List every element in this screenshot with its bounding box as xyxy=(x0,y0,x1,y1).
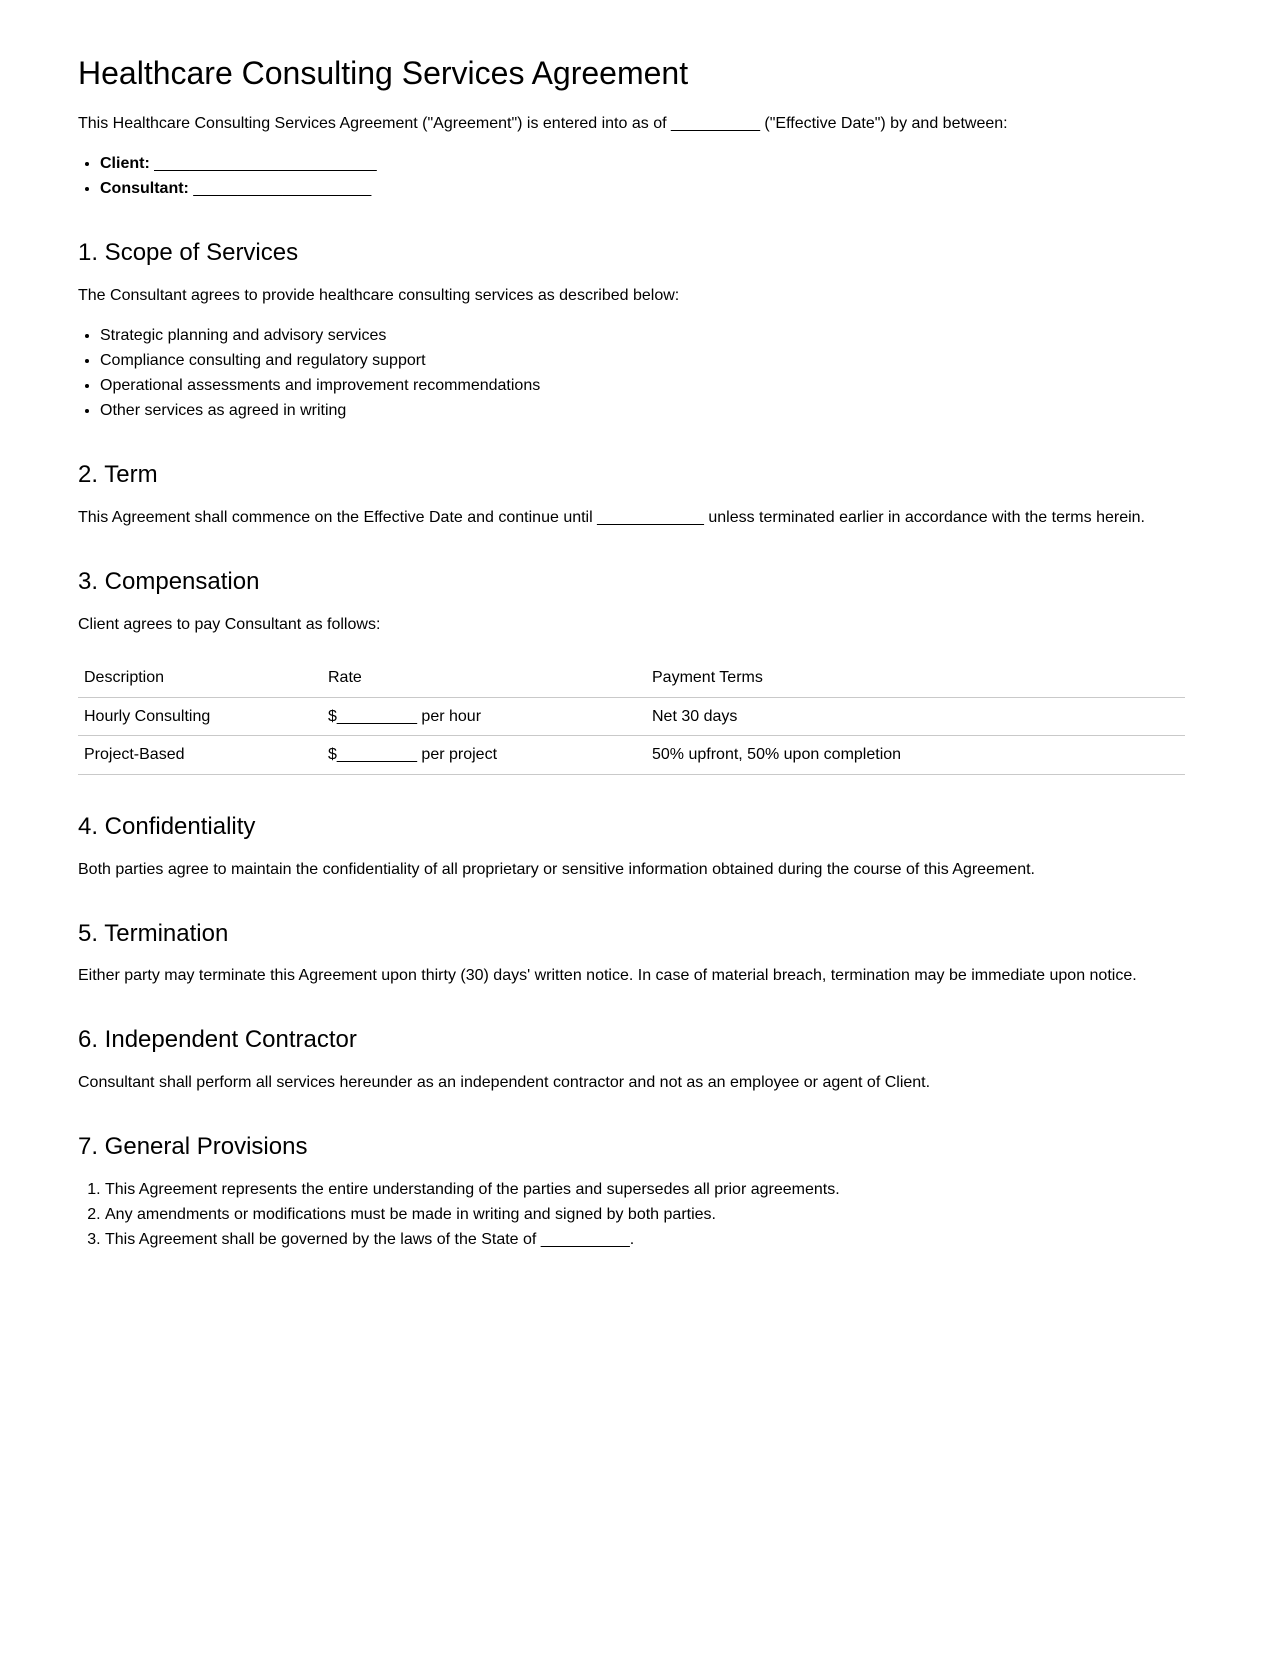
scope-item: • Operational assessments and improvement recommendations xyxy=(100,374,1185,399)
section-heading-compensation: 3. Compensation xyxy=(78,568,260,596)
compensation-paragraph: Client agrees to pay Consultant as follows: xyxy=(78,615,381,633)
scope-item: • Strategic planning and advisory services xyxy=(100,324,1185,349)
termination-paragraph: Either party may terminate this Agreement upon thirty (30) days' written notice. In case of material breach, termination may be immediate upon notice. xyxy=(78,967,1137,985)
general-provision-item: 1. This Agreement represents the entire understanding of the parties and supersedes all prior agreements. xyxy=(105,1178,1185,1203)
cell-rate: $_________ per project xyxy=(322,736,646,775)
general-provision-item: 3. This Agreement shall be governed by the laws of the State of __________. xyxy=(105,1228,1185,1253)
confidentiality-paragraph: Both parties agree to maintain the confidentiality of all proprietary or sensitive information obtained during the course of this Agreement. xyxy=(78,860,1035,878)
cell-description: Project-Based xyxy=(78,736,322,775)
consultant-label: Consultant: xyxy=(100,179,189,197)
intro-paragraph: This Healthcare Consulting Services Agreement ("Agreement") is entered into as of __________ ("Effective Date") by and between: xyxy=(78,114,1008,132)
section-heading-general-provisions: 7. General Provisions xyxy=(78,1133,308,1161)
document-title: Healthcare Consulting Services Agreement xyxy=(78,55,689,91)
table-row xyxy=(78,697,1185,736)
section-heading-termination: 5. Termination xyxy=(78,919,229,947)
section-heading-scope: 1. Scope of Services xyxy=(78,239,299,267)
compensation-table xyxy=(78,659,1185,775)
client-blank-line: _________________________ xyxy=(154,154,377,172)
scope-item: • Other services as agreed in writing xyxy=(100,399,1185,424)
term-paragraph: This Agreement shall commence on the Effective Date and continue until ____________ unless terminated earlier in accordance with the terms herein. xyxy=(78,509,1145,527)
scope-item: • Compliance consulting and regulatory support xyxy=(100,349,1185,374)
cell-rate: $_________ per hour xyxy=(322,697,646,736)
cell-description: Hourly Consulting xyxy=(78,697,322,736)
column-header-payment-terms: Payment Terms xyxy=(646,659,1185,697)
column-header-description: Description xyxy=(78,659,322,697)
table-header-row xyxy=(78,659,1185,697)
table-row xyxy=(78,736,1185,775)
column-header-rate: Rate xyxy=(322,659,646,697)
general-provisions-list xyxy=(78,1178,1185,1252)
section-heading-confidentiality: 4. Confidentiality xyxy=(78,812,256,840)
party-item-consultant xyxy=(100,177,1185,202)
independent-contractor-paragraph: Consultant shall perform all services hereunder as an independent contractor and not as an employee or agent of Client. xyxy=(78,1074,931,1092)
parties-list xyxy=(78,152,1185,202)
consultant-blank-line: ____________________ xyxy=(193,179,372,197)
scope-services-list xyxy=(78,324,1185,423)
general-provision-item: 2. Any amendments or modifications must be made in writing and signed by both parties. xyxy=(105,1203,1185,1228)
section-heading-term: 2. Term xyxy=(78,461,158,489)
section-heading-independent-contractor: 6. Independent Contractor xyxy=(78,1026,357,1054)
party-item-client xyxy=(100,152,1185,177)
cell-payment-terms: Net 30 days xyxy=(646,697,1185,736)
client-label: Client: xyxy=(100,154,150,172)
cell-payment-terms: 50% upfront, 50% upon completion xyxy=(646,736,1185,775)
scope-paragraph: The Consultant agrees to provide healthcare consulting services as described below: xyxy=(78,287,680,305)
